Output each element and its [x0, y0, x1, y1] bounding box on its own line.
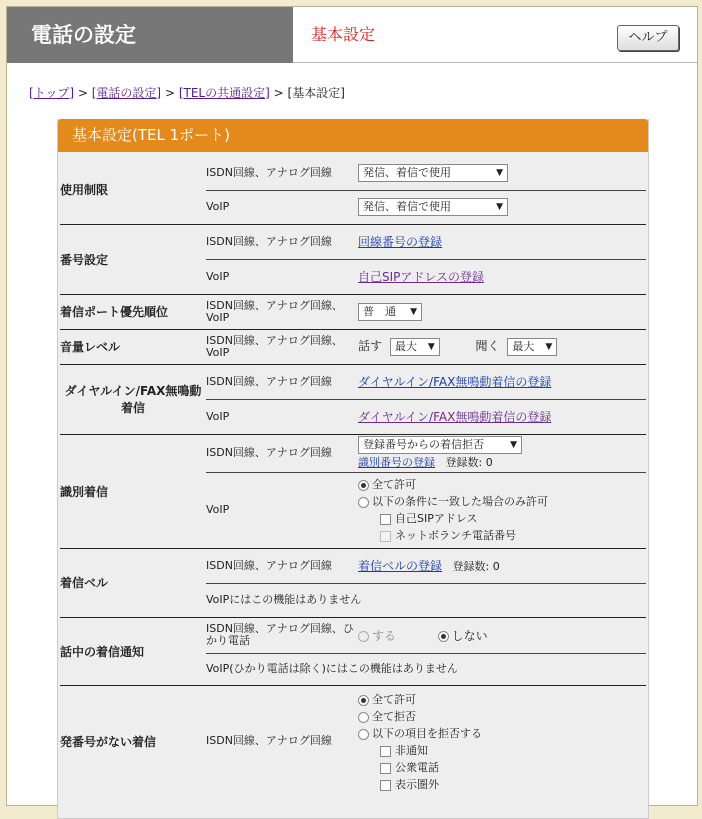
- radio-nocaller-reject-all[interactable]: [358, 712, 369, 723]
- listen-label: 聞く: [475, 339, 500, 353]
- checkbox-anonymous[interactable]: [380, 746, 391, 757]
- radio-callwaiting-off[interactable]: [438, 631, 449, 642]
- dialin-label: ダイヤルイン/FAX無鳴動着信: [60, 364, 206, 434]
- radio-all-allow[interactable]: [358, 480, 369, 491]
- main-frame: [6, 6, 698, 806]
- settings-table: 使用制限 ISDN回線、アナログ回線 発信、着信で使用 ▼ VoIP 発信、着信で使用 ▼ 番号設定 ISDN回線、アナログ回線 回線番号の登録 VoIP 自己SIPアドレスの登録 着信ポート優先順位 ISDN回線、アナログ回線、VoIP 普 通 ▼ 音量レベル ISDN回線、アナログ回線、VoIP 話す 最大 ▼ 聞く 最大 ▼ ダイヤルイン/FAX無鳴動着信 ISDN回線、アナログ回線 ダイヤルイン/FAX無鳴動着信の登録 VoIP ダイヤルイン/FAX無鳴動着信の登録 識別着信 ISDN回線、アナログ回線 登録番号からの着信拒否 ▼ 識別番号の登録 登録数: 0 VoIP 全て許可 以下の条件に一致した場合のみ許可 自己SIPアドレス ネットボランチ電話番号 着信ベル ISDN回線、アナログ回線 着信ベルの登録 登録数: 0 VoIPにはこの機能はありません 話中の着信通知 ISDN回線、アナログ回線、ひかり電話 する しない VoIP(ひかり電話は除く)にはこの機能はありません 発番号がない着信 ISDN回線、アナログ回線 全て許可 全て拒否 以下の項目を拒否する 非通知 公衆電話 表示圏外: [60, 156, 646, 797]
- radio-callwaiting-on[interactable]: [358, 631, 369, 642]
- speak-volume-select[interactable]: 最大 ▼: [390, 338, 440, 356]
- breadcrumb-separator: >: [273, 86, 284, 100]
- identify-label: 識別着信: [60, 434, 206, 548]
- checkbox-netvolante-number[interactable]: [380, 531, 391, 542]
- dialin-voip-register-link[interactable]: ダイヤルイン/FAX無鳴動着信の登録: [358, 410, 552, 424]
- settings-panel: [57, 119, 649, 819]
- chevron-down-icon: ▼: [545, 342, 553, 352]
- chevron-down-icon: ▼: [496, 202, 503, 212]
- number-isdn-label: ISDN回線、アナログ回線: [206, 224, 358, 259]
- priority-select[interactable]: 普 通 ▼: [358, 303, 422, 321]
- callwaiting-isdn-label: ISDN回線、アナログ回線、ひかり電話: [206, 617, 358, 653]
- breadcrumb-tel-common[interactable]: [TELの共通設定]: [178, 86, 270, 100]
- breadcrumb-top[interactable]: [トップ]: [29, 86, 75, 100]
- number-label: 番号設定: [60, 224, 206, 294]
- line-number-register-link[interactable]: 回線番号の登録: [358, 235, 443, 249]
- callwaiting-label: 話中の着信通知: [60, 617, 206, 685]
- checkbox-sip-address[interactable]: [380, 514, 391, 525]
- usage-isdn-select[interactable]: 発信、着信で使用 ▼: [358, 164, 508, 182]
- header: [7, 7, 697, 63]
- breadcrumb: [29, 84, 345, 101]
- priority-sub-label: ISDN回線、アナログ回線、VoIP: [206, 294, 358, 329]
- bell-count: 登録数: 0: [452, 560, 500, 573]
- radio-conditional-allow[interactable]: [358, 497, 369, 508]
- chevron-down-icon: ▼: [510, 440, 517, 450]
- callwaiting-voip-note: VoIP(ひかり電話は除く)にはこの機能はありません: [206, 653, 646, 685]
- breadcrumb-separator: >: [77, 86, 88, 100]
- priority-label: 着信ポート優先順位: [60, 294, 206, 329]
- usage-isdn-label: ISDN回線、アナログ回線: [206, 156, 358, 190]
- identify-isdn-label: ISDN回線、アナログ回線: [206, 434, 358, 472]
- breadcrumb-current: [基本設定]: [287, 86, 345, 100]
- volume-sub-label: ISDN回線、アナログ回線、VoIP: [206, 329, 358, 364]
- chevron-down-icon: ▼: [496, 167, 503, 178]
- usage-label: 使用制限: [60, 156, 206, 224]
- panel-title: 基本設定(TEL 1ポート): [58, 119, 648, 152]
- help-button[interactable]: ヘルプ: [617, 25, 679, 51]
- sip-address-register-link[interactable]: 自己SIPアドレスの登録: [358, 270, 485, 284]
- bell-register-link[interactable]: 着信ベルの登録: [358, 559, 443, 573]
- nocaller-label: 発番号がない着信: [60, 734, 157, 749]
- usage-voip-label: VoIP: [206, 190, 358, 224]
- listen-volume-select[interactable]: 最大 ▼: [507, 338, 557, 356]
- chevron-down-icon: ▼: [410, 306, 417, 317]
- bell-label: 着信ベル: [60, 548, 206, 617]
- page-title: 電話の設定: [7, 7, 293, 63]
- header-right: [293, 7, 697, 63]
- number-voip-label: VoIP: [206, 259, 358, 294]
- checkbox-payphone[interactable]: [380, 763, 391, 774]
- checkbox-out-of-area[interactable]: [380, 780, 391, 791]
- volume-label: 音量レベル: [60, 329, 206, 364]
- identify-count: 登録数: 0: [445, 456, 493, 469]
- bell-voip-note: VoIPにはこの機能はありません: [206, 583, 646, 617]
- identify-isdn-select[interactable]: 登録番号からの着信拒否 ▼: [358, 436, 522, 454]
- identify-number-register-link[interactable]: 識別番号の登録: [358, 456, 435, 469]
- page-subtitle: 基本設定: [311, 25, 376, 44]
- bell-isdn-label: ISDN回線、アナログ回線: [206, 548, 358, 583]
- chevron-down-icon: ▼: [427, 342, 435, 352]
- speak-label: 話す: [358, 339, 383, 353]
- identify-voip-label: VoIP: [206, 472, 358, 548]
- radio-nocaller-allow-all[interactable]: [358, 695, 369, 706]
- dialin-isdn-label: ISDN回線、アナログ回線: [206, 364, 358, 399]
- dialin-isdn-register-link[interactable]: ダイヤルイン/FAX無鳴動着信の登録: [358, 375, 552, 389]
- dialin-voip-label: VoIP: [206, 399, 358, 434]
- nocaller-isdn-label: ISDN回線、アナログ回線: [206, 734, 332, 748]
- usage-voip-select[interactable]: 発信、着信で使用 ▼: [358, 198, 508, 216]
- breadcrumb-separator: >: [164, 86, 175, 100]
- radio-nocaller-reject-selected[interactable]: [358, 729, 369, 740]
- breadcrumb-phone-settings[interactable]: [電話の設定]: [91, 86, 162, 100]
